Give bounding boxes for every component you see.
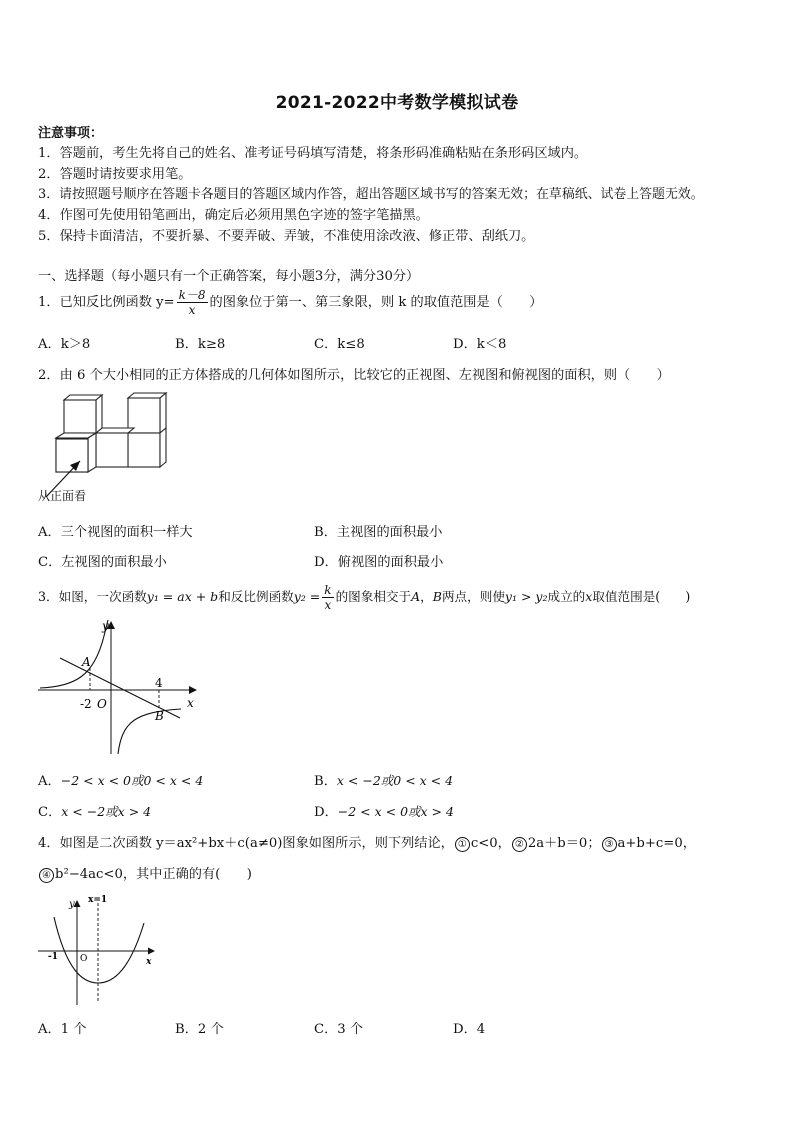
q4-option-c[interactable]: C．3 个 xyxy=(314,1022,364,1037)
section-heading: 一、选择题（每小题只有一个正确答案，每小题3分，满分30分） xyxy=(38,269,420,284)
x-axis-label: x xyxy=(187,696,194,710)
marker-4: ④ xyxy=(39,868,54,883)
q1-fraction xyxy=(177,288,208,317)
q3-graph xyxy=(36,616,206,756)
q3-part6: 取值范围是( ) xyxy=(592,589,691,604)
question-4-line2 xyxy=(38,863,252,883)
notice-item: 4．作图可先使用铅笔画出，确定后必须用黑色字迹的签字笔描黑。 xyxy=(38,208,429,223)
q2-option-d[interactable]: D．俯视图的面积最小 xyxy=(314,555,444,570)
q3-option-a[interactable] xyxy=(38,770,203,789)
notice-item: 2．答题时请按要求用笔。 xyxy=(38,167,192,182)
notice-item: 3．请按照题号顺序在答题卡各题目的答题区域内作答，超出答题区域书写的答案无效；在草稿纸、试卷上答题无效。 xyxy=(38,187,704,202)
q3-option-c-text: x < −2或x > 4 xyxy=(61,804,152,819)
q2-option-a[interactable]: A．三个视图的面积一样大 xyxy=(38,525,193,540)
q3-fraction xyxy=(322,583,333,612)
marker-2: ② xyxy=(512,837,527,852)
q4-t3: a+b+c=0， xyxy=(617,836,696,851)
q1-option-d[interactable]: D．k＜8 xyxy=(453,337,507,352)
q1-frac-num: k－8 xyxy=(178,288,206,302)
q1-option-a[interactable]: A．k＞8 xyxy=(38,337,91,352)
y-axis-label: y xyxy=(69,899,75,910)
symmetry-label: x=1 xyxy=(88,895,108,905)
marker-3: ③ xyxy=(602,837,617,852)
x-axis-label: x xyxy=(146,957,152,967)
parabola-curve xyxy=(54,917,144,983)
q3-inequality: y₁ > y₂ xyxy=(504,589,548,604)
q1-option-b[interactable]: B．k≥8 xyxy=(175,337,226,352)
q3-part1: 3．如图，一次函数 xyxy=(38,589,147,604)
q3-option-c[interactable] xyxy=(38,801,151,820)
notice-item: 5．保持卡面清洁，不要折暴、不要弄破、弄皱，不准使用涂改液、修正带、刮纸刀。 xyxy=(38,229,535,244)
q4-option-b[interactable]: B．2 个 xyxy=(175,1022,224,1037)
cube-front-bottom xyxy=(56,439,88,472)
q3-option-b-label: B． xyxy=(314,774,337,789)
q1-frac-den: x xyxy=(188,303,196,317)
q3-sep: ， xyxy=(420,589,433,604)
q3-option-b-text: x < −2或0 < x < 4 xyxy=(336,773,454,788)
q3-part2: 和反比例函数 xyxy=(218,589,294,604)
hyperbola-right-branch xyxy=(118,709,181,754)
q1-prefix: 1．已知反比例函数 y= xyxy=(38,295,175,310)
point-a-label: A xyxy=(82,655,91,669)
origin-label: O xyxy=(80,954,88,964)
q3-linear-fn: y₁ = ax + b xyxy=(146,589,219,604)
tick-4: 4 xyxy=(155,676,163,690)
q3-point-b: B xyxy=(432,589,442,604)
q3-option-a-text: −2 < x < 0或0 < x < 4 xyxy=(60,773,204,788)
question-2-stem: 2．由 6 个大小相同的正方体搭成的几何体如图所示，比较它的正视图、左视图和俯视图的面积，则（ ） xyxy=(38,368,670,383)
tick-neg1: -1 xyxy=(48,952,58,962)
q2-option-c[interactable]: C．左视图的面积最小 xyxy=(38,555,167,570)
notice-item: 1．答题前，考生先将自己的姓名、准考证号码填写清楚，将条形码准确粘贴在条形码区域内。 xyxy=(38,146,588,161)
y-axis-label: y xyxy=(102,619,109,633)
q3-part5: 成立的 xyxy=(547,589,586,604)
q4-option-d[interactable]: D．4 xyxy=(453,1022,486,1037)
q3-option-b[interactable] xyxy=(314,770,453,789)
marker-1: ① xyxy=(455,837,470,852)
q1-option-c[interactable]: C．k≤8 xyxy=(314,337,365,352)
q2-option-b[interactable]: B．主视图的面积最小 xyxy=(314,525,443,540)
tick-neg2: -2 xyxy=(80,697,92,711)
q3-option-d-text: −2 < x < 0或x > 4 xyxy=(337,804,454,819)
question-4-line1 xyxy=(38,832,696,852)
page-title: 2021-2022中考数学模拟试卷 xyxy=(275,93,519,113)
q3-option-d[interactable] xyxy=(314,801,454,820)
q3-y2-lhs: y₂ = xyxy=(293,589,321,604)
q4-parabola-graph xyxy=(36,893,166,1008)
hyperbola-left-branch xyxy=(40,620,108,688)
point-b-label: B xyxy=(155,709,164,723)
q4-option-a[interactable]: A．1 个 xyxy=(38,1022,87,1037)
q3-part4: 两点，则使 xyxy=(441,589,505,604)
question-1-stem xyxy=(38,286,542,320)
question-3-stem xyxy=(38,581,690,613)
q3-x: x xyxy=(585,589,593,604)
q2-figure-caption: 从正面看 xyxy=(38,489,87,503)
q4-line1-text: 4．如图是二次函数 y＝ax²+bx＋c(a≠0)图象如图所示，则下列结论， xyxy=(38,836,454,851)
notice-heading: 注意事项： xyxy=(38,126,104,141)
q3-option-c-label: C． xyxy=(38,805,62,820)
q3-frac-num: k xyxy=(324,583,332,597)
q4-t2: 2a＋b＝0； xyxy=(527,836,601,851)
q4-t1: c<0， xyxy=(470,836,511,851)
q3-option-d-label: D． xyxy=(314,805,338,820)
q1-suffix: 的图象位于第一、第三象限，则 k 的取值范围是（ ） xyxy=(209,295,543,310)
q3-point-a: A xyxy=(411,589,421,604)
q4-t4: b²−4ac<0，其中正确的有( ) xyxy=(55,867,252,882)
origin-label: O xyxy=(97,697,107,711)
q3-option-a-label: A． xyxy=(38,774,61,789)
q3-part3: 的图象相交于 xyxy=(335,589,412,604)
q3-frac-den: x xyxy=(324,598,332,612)
